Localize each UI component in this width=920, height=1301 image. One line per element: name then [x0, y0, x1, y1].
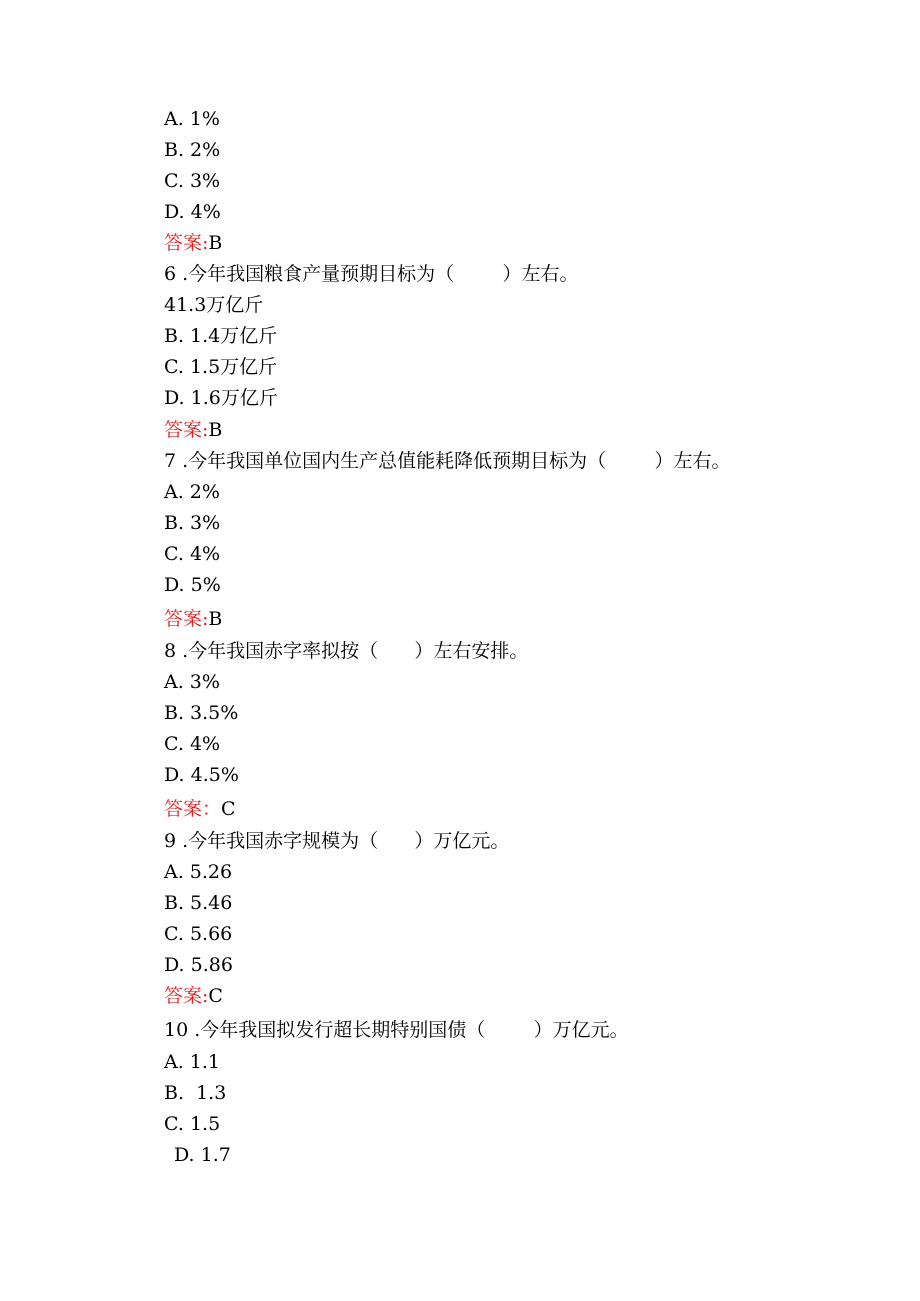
q8-option-b: B. 3.5% [164, 702, 239, 724]
q10-option-d: D. 1.7 [174, 1144, 231, 1166]
q6-option-b: B. 1.4万亿斤 [164, 325, 278, 347]
q6-answer-label: 答案: [164, 419, 209, 441]
q5-answer-value: B [208, 232, 223, 254]
q5-option-b: B. 2% [164, 139, 221, 161]
q9-option-d: D. 5.86 [164, 954, 233, 976]
q8-option-c: C. 4% [164, 733, 221, 755]
q7-answer-value: B [208, 608, 223, 630]
q6-option-a: 41.3万亿斤 [164, 294, 264, 316]
q7-option-d: D. 5% [164, 574, 221, 596]
q7-option-b: B. 3% [164, 512, 221, 534]
q8-answer-value: C [221, 798, 236, 820]
q6-option-d: D. 1.6万亿斤 [164, 387, 278, 409]
q6-answer [164, 418, 222, 442]
q8-option-a: A. 3% [164, 671, 220, 693]
q9-option-b: B. 5.46 [164, 892, 233, 914]
q5-option-d: D. 4% [164, 201, 221, 223]
q8-answer-label: 答案： [164, 798, 222, 820]
q5-option-a: A. 1% [164, 108, 220, 130]
q7-option-c: C. 4% [164, 543, 221, 565]
q8-option-d: D. 4.5% [164, 764, 239, 786]
q10-question: 10 .今年我国拟发行超长期特别国债（ ）万亿元。 [164, 1019, 629, 1041]
q7-answer [164, 607, 222, 631]
q5-answer [164, 231, 222, 255]
q6-answer-value: B [208, 419, 223, 441]
q8-answer [164, 797, 236, 821]
q5-option-c: C. 3% [164, 170, 221, 192]
q6-question: 6 .今年我国粮食产量预期目标为（ ）左右。 [164, 263, 579, 285]
q9-option-c: C. 5.66 [164, 923, 233, 945]
q10-option-b: B. 1.3 [164, 1082, 227, 1104]
q10-option-a: A. 1.1 [164, 1051, 221, 1073]
q9-option-a: A. 5.26 [164, 861, 233, 883]
q9-answer [164, 984, 223, 1008]
q8-question: 8 .今年我国赤字率拟按（ ）左右安排。 [164, 640, 529, 662]
q10-option-c: C. 1.5 [164, 1113, 221, 1135]
q6-option-c: C. 1.5万亿斤 [164, 356, 278, 378]
q7-option-a: A. 2% [164, 481, 220, 503]
q7-answer-label: 答案: [164, 608, 209, 630]
q5-answer-label: 答案: [164, 232, 209, 254]
q9-question: 9 .今年我国赤字规模为（ ）万亿元。 [164, 830, 510, 852]
q9-answer-value: C [208, 985, 223, 1007]
q7-question: 7 .今年我国单位国内生产总值能耗降低预期目标为（ ）左右。 [164, 450, 731, 472]
q9-answer-label: 答案: [164, 985, 209, 1007]
